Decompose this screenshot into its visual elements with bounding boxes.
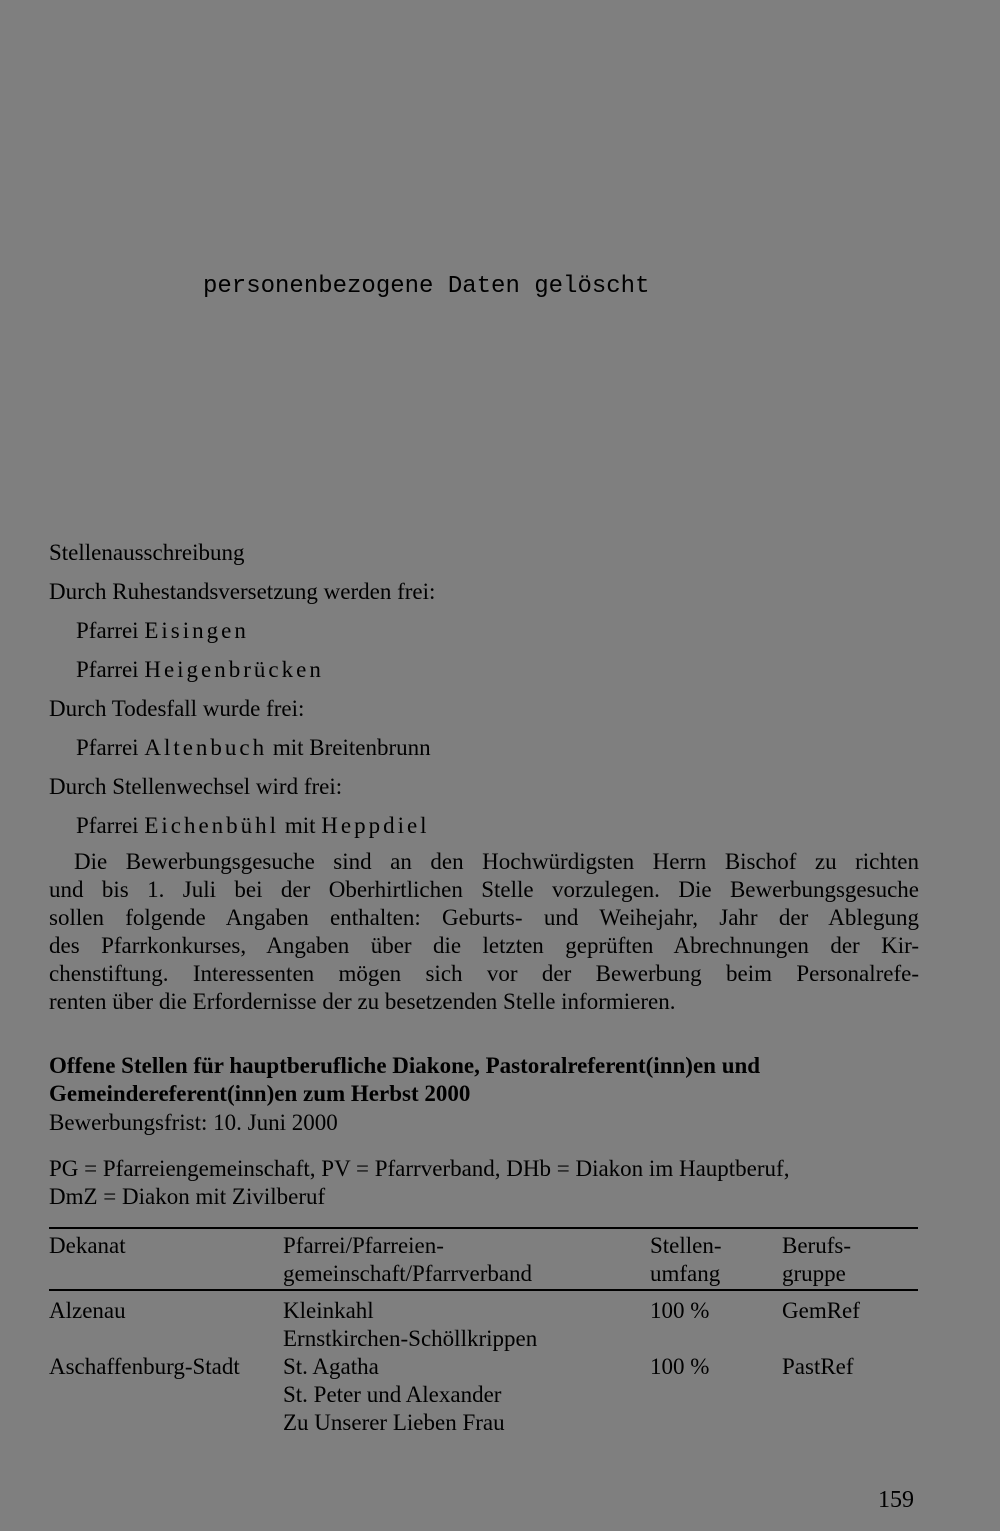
header-dekanat: Dekanat — [49, 1233, 126, 1258]
table-row-umfang: 100 % — [650, 1354, 710, 1379]
vacancy-heigenbruecken — [76, 656, 324, 683]
vacancy-eisingen — [76, 617, 249, 644]
death-heading: Durch Todesfall wurde frei: — [49, 696, 305, 721]
table-row-gruppe: PastRef — [782, 1354, 854, 1379]
table-top-rule — [49, 1227, 918, 1229]
header-gruppe-line: gruppe — [782, 1261, 846, 1286]
paragraph-line: und bis 1. Juli bei der Oberhirtlichen Stelle vorzulegen. Die Bewerbungsgesuche — [49, 877, 919, 902]
change-heading: Durch Stellenwechsel wird frei: — [49, 774, 343, 799]
parish-prefix: Pfarrei — [76, 618, 139, 643]
pfarrei-line: Zu Unserer Lieben Frau — [283, 1410, 505, 1435]
table-header-rule — [49, 1289, 918, 1291]
pfarrei-line: Ernstkirchen-Schöllkrippen — [283, 1326, 538, 1351]
paragraph-line: Die Bewerbungsgesuche sind an den Hochwürdigsten Herrn Bischof zu richten — [74, 849, 919, 874]
header-umfang-line: Stellen- — [650, 1233, 722, 1258]
header-umfang-line: umfang — [650, 1261, 721, 1286]
application-paragraph — [49, 848, 919, 1016]
application-deadline: Bewerbungsfrist: 10. Juni 2000 — [49, 1110, 338, 1135]
parish-name: Eisingen — [144, 618, 249, 643]
offers-heading — [49, 1052, 919, 1108]
parish-name: Altenbuch — [144, 735, 268, 760]
vacancy-altenbuch — [76, 734, 431, 761]
table-row-pfarrei — [283, 1353, 505, 1437]
parish-name: Heigenbrücken — [144, 657, 324, 682]
page-number: 159 — [878, 1487, 914, 1513]
table-row-dekanat: Aschaffenburg-Stadt — [49, 1354, 240, 1379]
redaction-notice: personenbezogene Daten gelöscht — [203, 273, 650, 300]
header-pfarrei-line: Pfarrei/Pfarreien- — [283, 1233, 444, 1258]
table-row-dekanat: Alzenau — [49, 1298, 126, 1323]
paragraph-line: des Pfarrkonkurses, Angaben über die letzten geprüften Abrechnungen der Kir- — [49, 933, 919, 958]
abbreviations-line: PG = Pfarreiengemeinschaft, PV = Pfarrverband, DHb = Diakon im Hauptberuf, — [49, 1156, 790, 1181]
offers-heading-line: Offene Stellen für hauptberufliche Diakone, Pastoralreferent(inn)en und — [49, 1053, 761, 1078]
pfarrei-line: St. Agatha — [283, 1354, 379, 1379]
table-row-gruppe: GemRef — [782, 1298, 860, 1323]
header-pfarrei — [283, 1232, 532, 1288]
header-pfarrei-line: gemeinschaft/Pfarrverband — [283, 1261, 533, 1286]
table-row-pfarrei — [283, 1297, 537, 1353]
header-umfang — [650, 1232, 722, 1288]
offers-heading-line: Gemeindereferent(inn)en zum Herbst 2000 — [49, 1081, 471, 1106]
header-gruppe — [782, 1232, 851, 1288]
parish-name-2: Heppdiel — [321, 813, 430, 838]
header-gruppe-line: Berufs- — [782, 1233, 851, 1258]
parish-suffix: mit Breitenbrunn — [272, 735, 431, 760]
parish-prefix: Pfarrei — [76, 657, 139, 682]
pfarrei-line: Kleinkahl — [283, 1298, 374, 1323]
retirement-heading: Durch Ruhestandsversetzung werden frei: — [49, 579, 436, 604]
paragraph-line: sollen folgende Angaben enthalten: Geburts- und Weihejahr, Jahr der Ablegung — [49, 905, 919, 930]
parish-prefix: Pfarrei — [76, 735, 139, 760]
abbreviations-line: DmZ = Diakon mit Zivilberuf — [49, 1184, 326, 1209]
table-row-umfang: 100 % — [650, 1298, 710, 1323]
vacancies-title: Stellenausschreibung — [49, 540, 245, 565]
abbreviations — [49, 1155, 919, 1211]
paragraph-line: renten über die Erfordernisse der zu besetzenden Stelle informieren. — [49, 989, 676, 1014]
parish-prefix: Pfarrei — [76, 813, 139, 838]
pfarrei-line: St. Peter und Alexander — [283, 1382, 502, 1407]
parish-mid: mit — [284, 813, 316, 838]
parish-name: Eichenbühl — [144, 813, 280, 838]
vacancy-eichenbuehl — [76, 812, 430, 839]
paragraph-line: chenstiftung. Interessenten mögen sich vor der Bewerbung beim Personalrefe- — [49, 961, 919, 986]
